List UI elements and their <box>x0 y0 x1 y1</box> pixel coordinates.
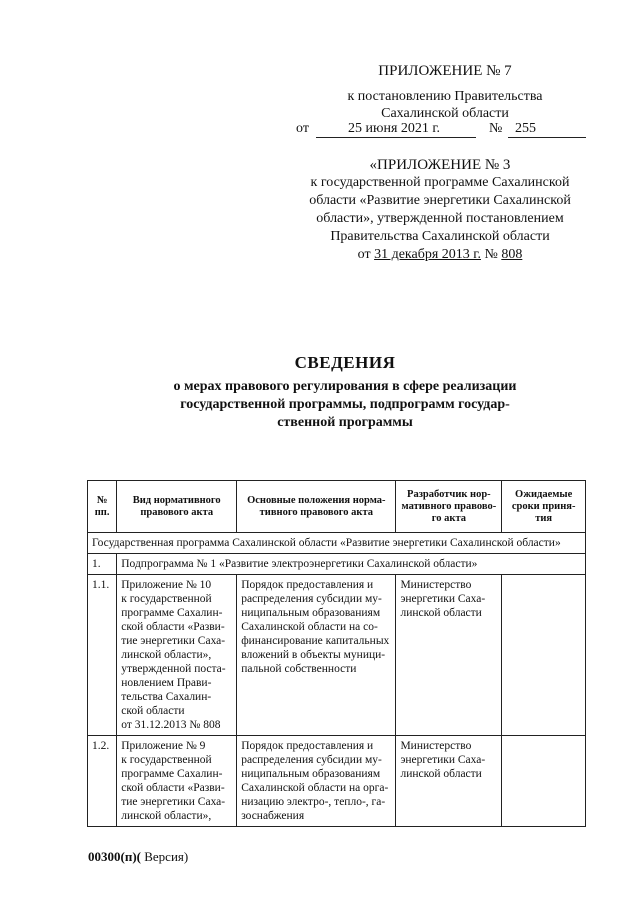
number-underline <box>508 137 586 138</box>
subprogram-number: 1. <box>88 554 117 575</box>
from-label: от <box>296 121 309 136</box>
decree-number: 255 <box>515 121 536 136</box>
measures-table <box>87 480 586 827</box>
table-row <box>88 736 586 827</box>
subtitle-line3: ственной программы <box>277 415 413 430</box>
document-title: СВЕДЕНИЯ <box>294 353 396 372</box>
appendix3-line3: области», утвержденной постановлением <box>316 211 564 226</box>
row-number: 1.1. <box>88 575 117 736</box>
number-label: № <box>484 247 498 262</box>
date-underline <box>316 137 476 138</box>
document-subtitle <box>100 378 590 432</box>
appendix3-line1: к государственной программе Сахалинской <box>310 175 570 190</box>
decree-date-line <box>296 121 596 141</box>
appendix3-line4: Правительства Сахалинской области <box>330 229 550 244</box>
program-name: Государственная программа Сахалинской области «Развитие энергетики Сахалинской области» <box>88 533 586 554</box>
row-deadline <box>502 575 586 736</box>
document-code <box>88 849 188 865</box>
table-row <box>88 575 586 736</box>
header-provisions: Основные положения норма-тивного правового акта <box>237 481 396 533</box>
subtitle-line2: государственной программы, подпрограмм государ- <box>180 397 510 412</box>
row-provisions: Порядок предоставления и распределения субсидии му- ниципальным образованиям Сахалинской области на орга- низацию электро-, тепло-, га- зоснабжения <box>237 736 396 827</box>
subtitle-line1: о мерах правового регулирования в сфере реализации <box>173 379 517 394</box>
row-developer: Министерство энергетики Саха- линской области <box>396 575 502 736</box>
appendix3-date-line <box>290 246 590 264</box>
header-developer: Разработчик нор-мативного правово-го акта <box>396 481 502 533</box>
row-number: 1.2. <box>88 736 117 827</box>
row-developer: Министерство энергетики Саха- линской области <box>396 736 502 827</box>
program-row <box>88 533 586 554</box>
appendix7-title: ПРИЛОЖЕНИЕ № 7 <box>378 63 512 79</box>
document-code-number: 00300(п)( <box>88 849 141 864</box>
appendix3-number: 808 <box>501 247 523 262</box>
number-label: № <box>489 121 503 136</box>
row-deadline <box>502 736 586 827</box>
appendix7-line2: Сахалинской области <box>381 106 509 121</box>
row-act-type: Приложение № 10 к государственной программе Сахалин- ской области «Разви- тие энергетики Саха- линской области», утвержденной поста- новлением Прави- тельства Сахалин- ской области от 31.12.2013 № 808 <box>117 575 237 736</box>
subprogram-row <box>88 554 586 575</box>
subprogram-name: Подпрограмма № 1 «Развитие электроэнергетики Сахалинской области» <box>117 554 586 575</box>
appendix3-date: 31 декабря 2013 г. <box>374 247 481 262</box>
header-number: № пп. <box>88 481 117 533</box>
row-act-type: Приложение № 9 к государственной программе Сахалин- ской области «Разви- тие энергетики Саха- линской области», <box>117 736 237 827</box>
appendix3-block <box>290 156 590 264</box>
row-provisions: Порядок предоставления и распределения субсидии му- ниципальным образованиям Сахалинской области на со- финансирование капитальных вложений в объекты муници- пальной собственности <box>237 575 396 736</box>
appendix7-line1: к постановлению Правительства <box>347 89 543 104</box>
appendix3-line2: области «Развитие энергетики Сахалинской <box>309 193 571 208</box>
document-version: Версия) <box>140 849 189 864</box>
header-deadline: Ожидаемые сроки приня-тия <box>502 481 586 533</box>
appendix3-title: «ПРИЛОЖЕНИЕ № 3 <box>369 157 511 173</box>
from-label: от <box>357 247 371 262</box>
header-act-type: Вид нормативного правового акта <box>117 481 237 533</box>
table-header-row <box>88 481 586 533</box>
decree-date: 25 июня 2021 г. <box>348 121 441 136</box>
